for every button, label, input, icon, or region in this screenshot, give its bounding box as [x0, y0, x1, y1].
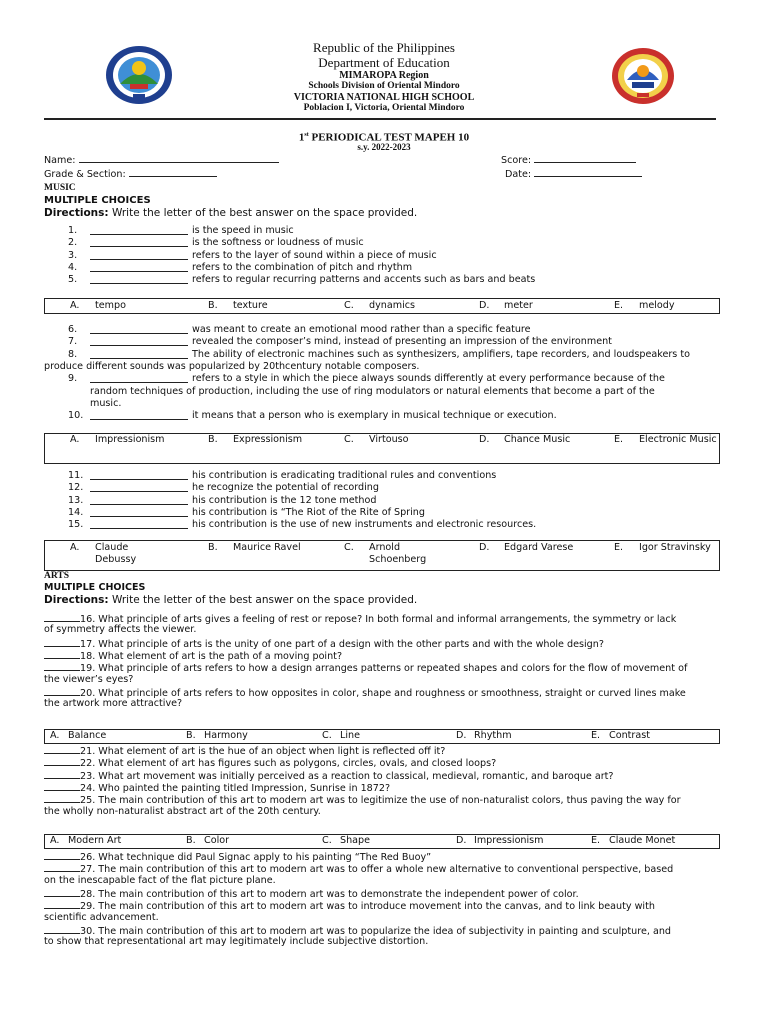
question-text-continued: music.	[90, 397, 122, 409]
question-number: 12.	[68, 482, 84, 494]
question-text: 24. Who painted the painting titled Impression, Sunrise in 1872?	[80, 782, 391, 794]
answer-blank[interactable]	[44, 769, 80, 779]
header-division: Schools Division of Oriental Mindoro	[308, 81, 460, 91]
question-text: 30. The main contribution of this art to modern art was to popularize the idea of subjectivity in painting and sculpture, and	[80, 925, 671, 937]
answer-blank[interactable]	[44, 637, 80, 647]
choice-text: Impressionism	[95, 434, 165, 445]
score-label: Score:	[501, 155, 535, 166]
answer-blank[interactable]	[44, 661, 80, 671]
answer-blank[interactable]	[44, 612, 80, 622]
choice-text-continued: Debussy	[95, 554, 137, 565]
question-number: 13.	[68, 494, 84, 506]
answer-blank[interactable]	[44, 887, 80, 897]
question-number: 2.	[68, 237, 78, 249]
choice-letter: C.	[344, 434, 354, 445]
answer-blank[interactable]	[90, 250, 188, 260]
choice-text: Color	[204, 835, 230, 846]
date-field[interactable]	[505, 167, 642, 181]
choice-text: Igor Stravinsky	[639, 542, 711, 553]
question-text-continued: random techniques of production, including the use of ring modulators or natural elements that become a part of the	[90, 385, 655, 397]
choice-text: dynamics	[369, 300, 416, 311]
choice-text: Impressionism	[474, 835, 544, 846]
answer-blank[interactable]	[90, 519, 188, 529]
choice-text: Arnold	[369, 542, 401, 553]
question-text-continued: the artwork more attractive?	[44, 698, 183, 710]
choice-letter: E.	[591, 730, 601, 741]
choice-letter: A.	[70, 434, 80, 445]
choice-letter: A.	[50, 730, 60, 741]
question-item	[44, 661, 687, 675]
choice-letter: E.	[614, 542, 624, 553]
choice-letter: C.	[322, 835, 332, 846]
music-section-title: MUSIC	[44, 183, 76, 193]
question-text: 23. What art movement was initially perceived as a reaction to classical, medieval, romantic, and baroque art?	[80, 770, 614, 782]
choice-text: texture	[233, 300, 268, 311]
answer-blank[interactable]	[44, 924, 80, 934]
question-number: 10.	[68, 410, 84, 422]
question-text: 19. What principle of arts refers to how a design arranges patterns or repeated shapes and colors for the flow of movement of	[80, 663, 688, 675]
header-divider	[44, 118, 716, 120]
music-directions: Directions: Write the letter of the best answer on the space provided.	[44, 207, 418, 219]
question-number: 8.	[68, 348, 78, 360]
question-text: is the softness or loudness of music	[192, 237, 364, 249]
choice-text: Harmony	[204, 730, 248, 741]
header-address: Poblacion I, Victoria, Oriental Mindoro	[303, 103, 465, 113]
question-number: 1.	[68, 225, 78, 236]
choice-letter: D.	[479, 434, 490, 445]
answer-blank[interactable]	[44, 850, 80, 860]
choice-letter: C.	[344, 300, 354, 311]
question-number: 14.	[68, 506, 84, 518]
question-text: 20. What principle of arts refers to how opposites in color, shape and roughness or smoothness, straight or curved lines make	[80, 687, 686, 699]
question-text: 18. What element of art is the path of a moving point?	[80, 650, 343, 662]
name-label: Name:	[44, 155, 79, 166]
choice-letter: B.	[208, 542, 218, 553]
question-text: his contribution is “The Riot of the Rite of Spring	[192, 506, 425, 518]
choice-letter: A.	[70, 542, 80, 553]
answer-blank[interactable]	[44, 899, 80, 909]
question-text: The ability of electronic machines such as synthesizers, amplifiers, tape recorders, and loudspeakers to	[192, 348, 690, 360]
question-text: refers to the layer of sound within a piece of music	[192, 249, 437, 261]
choice-letter: E.	[614, 300, 624, 311]
answer-blank[interactable]	[90, 410, 188, 420]
answer-blank[interactable]	[90, 349, 188, 359]
choice-text-continued: Schoenberg	[369, 554, 427, 565]
choice-text: Balance	[68, 730, 107, 741]
choice-letter: E.	[591, 835, 601, 846]
question-text: 25. The main contribution of this art to modern art was to legitimize the use of non-naturalist colors, thus paving the way for	[80, 795, 681, 807]
question-text: 21. What element of art is the hue of an object when light is reflected off it?	[80, 746, 446, 757]
question-text: revealed the composer’s mind, instead of presenting an impression of the environment	[192, 336, 612, 348]
answer-blank[interactable]	[90, 324, 188, 334]
choice-text: Claude	[95, 542, 129, 553]
question-number: 7.	[68, 336, 78, 348]
choice-letter: E.	[614, 434, 624, 445]
question-number: 15.	[68, 519, 84, 531]
choice-text: Edgard Varese	[504, 542, 574, 553]
name-field[interactable]	[44, 153, 279, 167]
question-text: 27. The main contribution of this art to modern art was to offer a whole new alternative to conventional perspective, based	[80, 864, 674, 876]
choice-letter: B.	[208, 300, 218, 311]
header-department: Department of Education	[318, 55, 450, 70]
question-text: it means that a person who is exemplary in musical technique or execution.	[192, 410, 557, 422]
question-text-continued: produce different sounds was popularized by 20thcentury notable composers.	[44, 360, 420, 372]
choice-text: Rhythm	[474, 730, 512, 741]
choice-text: tempo	[95, 300, 126, 311]
grade-section-field[interactable]	[44, 167, 217, 181]
question-text: refers to regular recurring patterns and accents such as bars and beats	[192, 274, 536, 286]
question-text: 26. What technique did Paul Signac apply to his painting “The Red Buoy”	[80, 852, 432, 863]
answer-blank[interactable]	[90, 237, 188, 247]
music-heading: MULTIPLE CHOICES	[44, 195, 151, 206]
question-text-continued: the wholly non-naturalist abstract art of the 20th century.	[44, 805, 321, 817]
question-number: 3.	[68, 249, 78, 261]
answer-blank[interactable]	[44, 686, 80, 696]
question-number: 5.	[68, 274, 78, 286]
answer-blank[interactable]	[90, 373, 188, 383]
test-title: 1st PERIODICAL TEST MAPEH 10	[298, 131, 470, 144]
grade-section-label: Grade & Section:	[44, 169, 129, 180]
choice-letter: B.	[186, 730, 196, 741]
answer-blank[interactable]	[90, 225, 188, 235]
question-text: 28. The main contribution of this art to modern art was to demonstrate the independent power of color.	[80, 888, 579, 900]
answer-blank[interactable]	[90, 507, 188, 517]
question-text: refers to a style in which the piece always sounds differently at every performance because of the	[192, 373, 665, 385]
question-text: he recognize the potential of recording	[192, 482, 379, 494]
answer-blank[interactable]	[90, 482, 188, 492]
question-text: his contribution is eradicating traditional rules and conventions	[192, 470, 497, 481]
question-text: 22. What element of art has figures such as polygons, circles, ovals, and closed loops?	[80, 758, 497, 770]
choice-text: meter	[504, 300, 533, 311]
choice-letter: D.	[479, 300, 490, 311]
choice-letter: D.	[456, 835, 467, 846]
choice-letter: C.	[322, 730, 332, 741]
choice-text: Line	[340, 730, 360, 741]
answer-blank[interactable]	[90, 495, 188, 505]
header-region: MIMAROPA Region	[339, 70, 429, 81]
answer-blank[interactable]	[90, 274, 188, 284]
choice-letter: C.	[344, 542, 354, 553]
score-field[interactable]	[501, 153, 636, 167]
question-text: 17. What principle of arts is the unity of one part of a design with the other parts and with the whole design?	[80, 638, 604, 650]
question-text: was meant to create an emotional mood rather than a specific feature	[192, 324, 531, 335]
choice-text: Shape	[340, 835, 371, 846]
choice-text: Electronic Music	[639, 434, 717, 445]
answer-blank[interactable]	[44, 756, 80, 766]
answer-blank[interactable]	[44, 649, 80, 659]
question-text: his contribution is the 12 tone method	[192, 494, 377, 506]
choice-text: Contrast	[609, 730, 650, 741]
choice-text: Chance Music	[504, 434, 571, 445]
choice-letter: A.	[50, 835, 60, 846]
question-number: 11.	[68, 470, 84, 481]
question-text-continued: on the inescapable fact of the flat picture plane.	[44, 874, 276, 886]
question-text: is the speed in music	[192, 225, 294, 236]
choice-text: Claude Monet	[609, 835, 676, 846]
answer-blank[interactable]	[90, 336, 188, 346]
question-number: 4.	[68, 261, 78, 273]
question-text-continued: scientific advancement.	[44, 911, 159, 923]
question-text: refers to the combination of pitch and rhythm	[192, 261, 413, 273]
question-text-continued: the viewer’s eyes?	[44, 673, 134, 685]
answer-blank[interactable]	[44, 744, 80, 754]
answer-blank[interactable]	[44, 793, 80, 803]
date-label: Date:	[505, 169, 535, 180]
question-number: 9.	[68, 373, 78, 385]
question-text-continued: of symmetry affects the viewer.	[44, 624, 197, 636]
arts-heading: MULTIPLE CHOICES	[44, 582, 146, 593]
choice-letter: A.	[70, 300, 80, 311]
choice-letter: D.	[456, 730, 467, 741]
choice-text: Expressionism	[233, 434, 303, 445]
question-text: 16. What principle of arts gives a feeling of rest or repose? In both formal and informal arrangements, the symmetry or lack	[80, 614, 677, 625]
choice-text: melody	[639, 300, 675, 311]
answer-blank[interactable]	[44, 781, 80, 791]
answer-blank[interactable]	[90, 470, 188, 480]
choice-letter: D.	[479, 542, 490, 553]
choice-text: Modern Art	[68, 835, 122, 846]
arts-section-title: ARTS	[44, 571, 70, 581]
question-text: 29. The main contribution of this art to modern art was to introduce movement into the canvas, and to link beauty with	[80, 901, 655, 913]
arts-directions: Directions: Write the letter of the best answer on the space provided.	[44, 594, 418, 606]
question-number: 6.	[68, 324, 78, 335]
choice-letter: B.	[208, 434, 218, 445]
choice-text: Virtouso	[369, 434, 409, 445]
choice-letter: B.	[186, 835, 196, 846]
answer-blank[interactable]	[44, 862, 80, 872]
school-year: s.y. 2022-2023	[357, 142, 411, 152]
question-text-continued: to show that representational art may legitimately include subjective distortion.	[44, 936, 429, 948]
answer-blank[interactable]	[90, 262, 188, 272]
question-text: his contribution is the use of new instruments and electronic resources.	[192, 519, 537, 531]
header-republic: Republic of the Philippines	[313, 40, 455, 55]
header-school-name: VICTORIA NATIONAL HIGH SCHOOL	[293, 92, 475, 103]
choice-text: Maurice Ravel	[233, 542, 301, 553]
